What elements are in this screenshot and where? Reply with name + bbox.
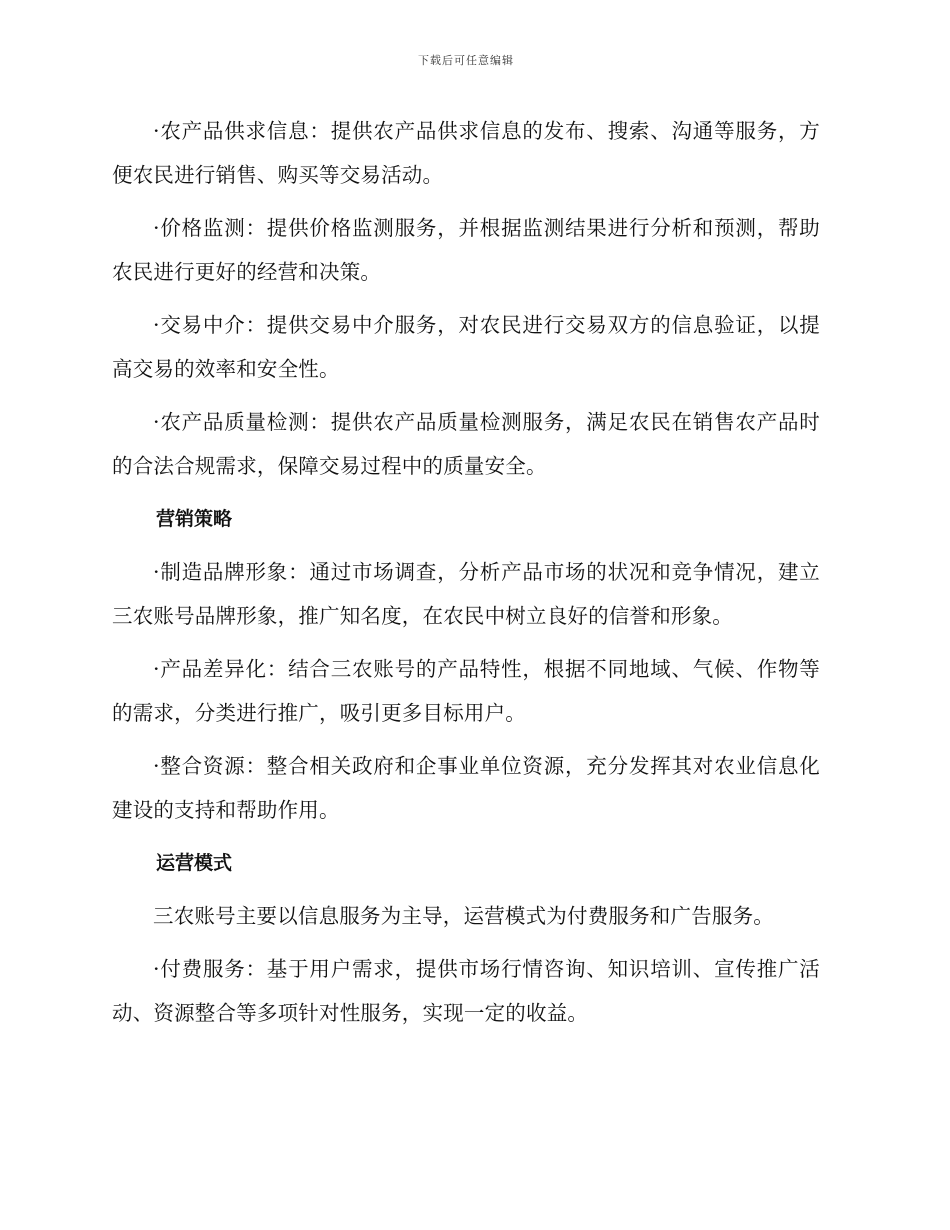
paragraph-resource-integration: ·整合资源：整合相关政府和企事业单位资源，充分发挥其对农业信息化建设的支持和帮助作用。 xyxy=(112,754,820,822)
paragraph-supply-demand-info: ·农产品供求信息：提供农产品供求信息的发布、搜索、沟通等服务，方便农民进行销售、购买等交易活动。 xyxy=(112,119,820,187)
section-heading-operation-model: 运营模式 xyxy=(156,852,233,874)
page-header: 下载后可任意编辑 xyxy=(418,54,514,67)
paragraph-product-differentiation: ·产品差异化：结合三农账号的产品特性，根据不同地域、气候、作物等的需求，分类进行推广，吸引更多目标用户。 xyxy=(112,657,820,725)
paragraph-operation-overview: 三农账号主要以信息服务为主导，运营模式为付费服务和广告服务。 xyxy=(153,904,774,928)
document-body xyxy=(112,109,820,1035)
paragraph-brand-image: ·制造品牌形象：通过市场调查，分析产品市场的状况和竞争情况，建立三农账号品牌形象，推广知名度，在农民中树立良好的信誉和形象。 xyxy=(112,560,820,628)
paragraph-price-monitoring: ·价格监测：提供价格监测服务，并根据监测结果进行分析和预测，帮助农民进行更好的经营和决策。 xyxy=(112,216,820,284)
paragraph-paid-services: ·付费服务：基于用户需求，提供市场行情咨询、知识培训、宣传推广活动、资源整合等多项针对性服务，实现一定的收益。 xyxy=(112,957,820,1025)
paragraph-trade-intermediary: ·交易中介：提供交易中介服务，对农民进行交易双方的信息验证，以提高交易的效率和安全性。 xyxy=(112,313,820,381)
section-heading-marketing-strategy: 营销策略 xyxy=(156,508,233,530)
paragraph-quality-inspection: ·农产品质量检测：提供农产品质量检测服务，满足农民在销售农产品时的合法合规需求，保障交易过程中的质量安全。 xyxy=(112,410,820,478)
